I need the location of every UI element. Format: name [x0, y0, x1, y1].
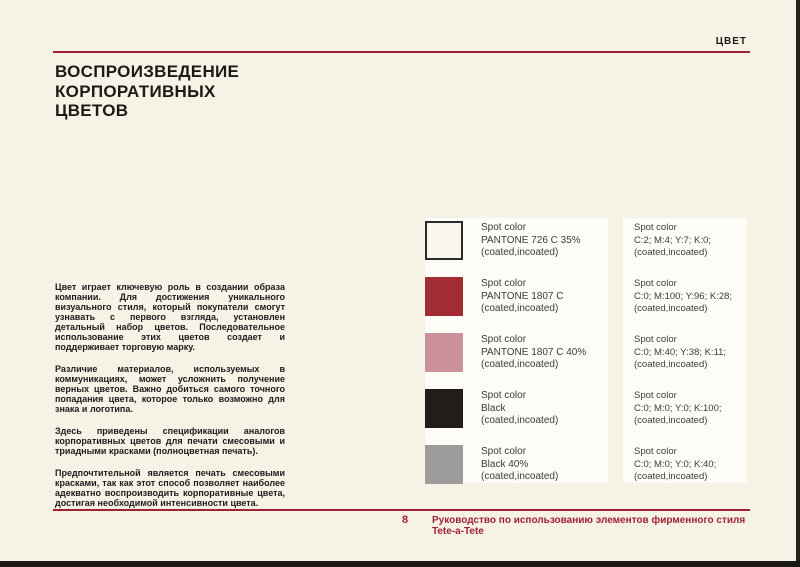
body-copy [55, 282, 285, 508]
page-title-line: ЦВЕТОВ [55, 101, 129, 120]
color-swatch [425, 277, 463, 316]
spec-line: (coated,incoated) [481, 471, 559, 482]
spec-line: PANTONE 726 C 35% [481, 234, 581, 246]
spec-line: (coated,incoated) [634, 303, 708, 314]
page-title [55, 62, 305, 121]
spot-spec [481, 278, 606, 316]
spec-line: Spot color [634, 334, 677, 345]
spec-line: C:0; M:100; Y:96; K:28; [634, 290, 733, 302]
color-swatch [425, 221, 463, 260]
color-spec-table [425, 218, 747, 483]
color-spec-row [425, 277, 747, 317]
color-spec-row [425, 221, 747, 261]
process-spec [634, 334, 747, 372]
spec-line: (coated,incoated) [634, 247, 708, 258]
process-spec [634, 278, 747, 316]
spec-line: PANTONE 1807 C 40% [481, 346, 587, 358]
color-swatch [425, 389, 463, 428]
color-spec-row [425, 333, 747, 373]
page-edge-right [796, 0, 800, 567]
page-title-line: ВОСПРОИЗВЕДЕНИЕ [55, 62, 240, 81]
spec-line: C:0; M:0; Y:0; K:40; [634, 458, 717, 470]
spec-line: Spot color [481, 334, 527, 345]
process-spec [634, 222, 747, 260]
spec-line: PANTONE 1807 C [481, 290, 564, 302]
spec-line: Spot color [634, 222, 677, 233]
spec-line: C:0; M:40; Y:38; K:11; [634, 346, 727, 358]
spec-line: Spot color [481, 446, 527, 457]
page-number: 8 [401, 514, 409, 526]
section-label: ЦВЕТ [715, 36, 747, 47]
process-spec [634, 390, 747, 428]
spec-line: Spot color [481, 222, 527, 233]
spec-line: C:2; M:4; Y:7; K:0; [634, 234, 711, 246]
spec-line: (coated,incoated) [481, 247, 559, 258]
footer-rule [53, 509, 750, 511]
spec-line: (coated,incoated) [481, 303, 559, 314]
spec-line: Black 40% [481, 458, 529, 470]
spec-line: (coated,incoated) [634, 415, 708, 426]
spec-line: (coated,incoated) [634, 359, 708, 370]
spec-line: Spot color [634, 278, 677, 289]
spec-line: Black [481, 402, 506, 414]
page-title-line: КОРПОРАТИВНЫХ [55, 81, 216, 101]
body-paragraph: Предпочтительной является печать смесовыми красками, так как этот способ позволяет наиболее адекватно воспроизводить корпоративные цвета, достигая необходимой интенсивности цвета. [55, 468, 285, 508]
color-swatch [425, 445, 463, 484]
spot-spec [481, 390, 606, 428]
footer-text: Руководство по использованию элементов фирменного стиля Tete-a-Tete [432, 515, 746, 537]
spec-line: Spot color [634, 446, 677, 457]
body-paragraph: Различие материалов, используемых в коммуникациях, может усложнить получение верных цветов. Важно добиться самого точного попадания цвета, которое только возможно для знака и логотипа. [55, 364, 285, 414]
spec-line: (coated,incoated) [481, 415, 559, 426]
spot-spec [481, 222, 606, 260]
body-paragraph: Здесь приведены спецификации аналогов корпоративных цветов для печати смесовыми и триадными красками (полноцветная печать). [55, 426, 285, 456]
spec-line: C:0; M:0; Y:0; K:100; [634, 402, 722, 414]
body-paragraph: Цвет играет ключевую роль в создании образа компании. Для достижения уникального визуального стиля, который покупатели смогут узнавать с первого взгляда, установлен детальный набор цветов. Последовательное использование этих цветов создает и поддерживает торговую марку. [55, 282, 285, 352]
color-spec-row [425, 445, 747, 485]
color-swatch [425, 333, 463, 372]
spot-spec [481, 334, 606, 372]
spot-spec [481, 446, 606, 484]
header-rule [53, 51, 750, 53]
process-spec [634, 446, 747, 484]
color-spec-row [425, 389, 747, 429]
spec-line: (coated,incoated) [634, 471, 708, 482]
spec-line: Spot color [481, 278, 527, 289]
spec-line: Spot color [634, 390, 677, 401]
page-edge-bottom [0, 561, 800, 567]
spec-line: (coated,incoated) [481, 359, 559, 370]
spec-line: Spot color [481, 390, 527, 401]
